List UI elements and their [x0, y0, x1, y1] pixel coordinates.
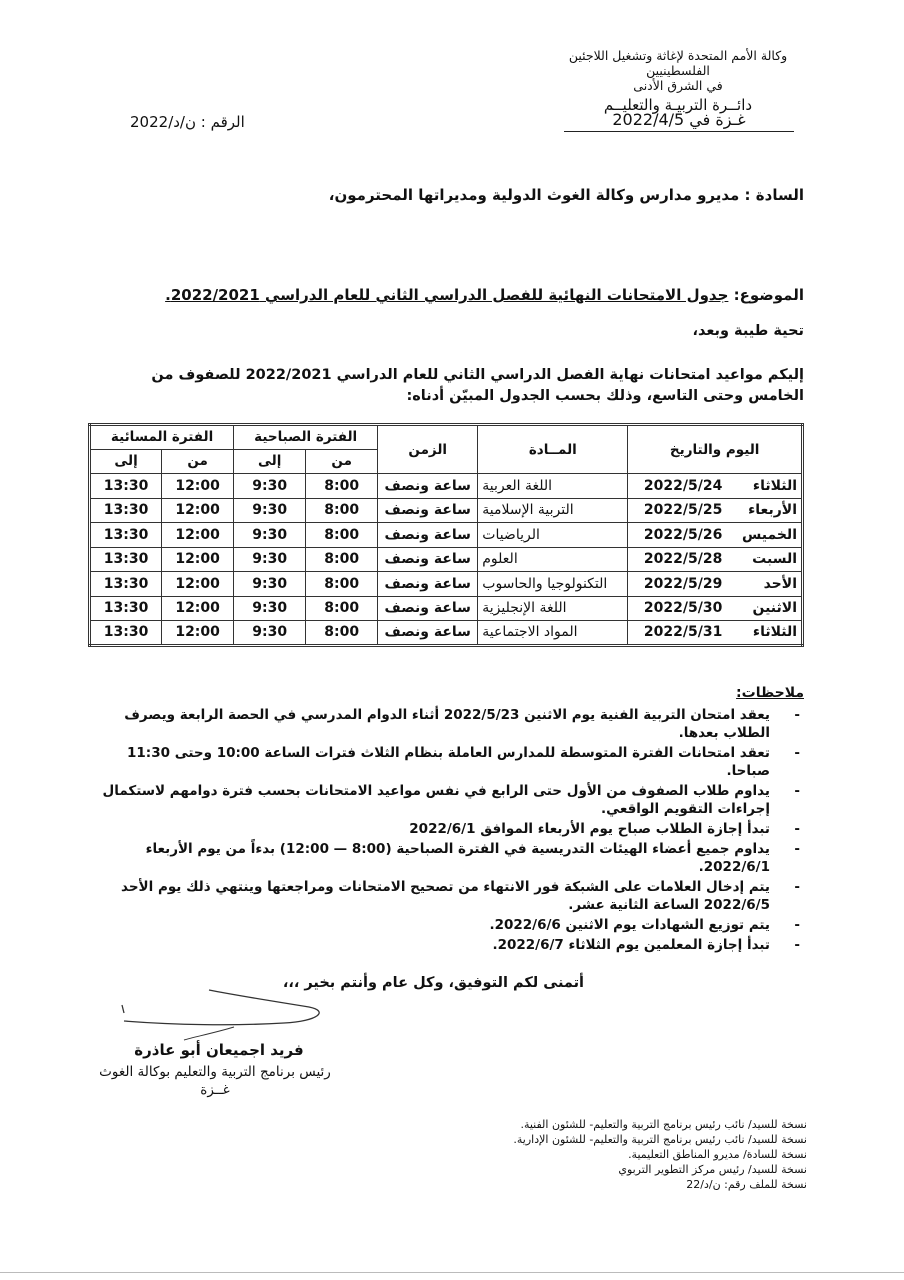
reference-number: الرقم : ن/د/2022 — [130, 113, 245, 131]
page-edge-divider — [0, 1272, 904, 1273]
header-evening-period: الفترة المسائية — [90, 425, 234, 450]
list-item: نسخة للسيد/ نائب رئيس برنامج التربية والتعليم- للشئون الفنية. — [520, 1118, 807, 1131]
table-row — [90, 498, 803, 523]
cell-morning-to: 9:30 — [234, 547, 306, 572]
cell-subject: التكنولوجيا والحاسوب — [478, 572, 628, 597]
cell-duration: ساعة ونصف — [378, 596, 478, 621]
cell-morning-from: 8:00 — [306, 474, 378, 499]
cell-day: الثلاثاء — [738, 474, 803, 499]
cell-duration: ساعة ونصف — [378, 621, 478, 646]
list-item: - يداوم طلاب الصفوف من الأول حتى الرابع في نفس مواعيد الامتحانات بحسب فترة دوامهم لاستكمال إجراءات التقويم الواقعي. — [88, 782, 804, 818]
intro-paragraph: إليكم مواعيد امتحانات نهاية الفصل الدراسي الثاني للعام الدراسي 2022/2021 للصفوف من الخامس وحتى التاسع، وذلك بحسب الجدول المبيّن أدناه: — [151, 367, 804, 404]
cell-day: السبت — [738, 547, 803, 572]
signatory-name: فريد اجميعان أبو عاذرة — [134, 1041, 304, 1059]
signatory-title — [84, 1063, 346, 1099]
list-item: - يتم توزيع الشهادات يوم الاثنين 2022/6/6. — [88, 916, 804, 934]
exam-schedule-table — [88, 423, 804, 647]
cell-subject: العلوم — [478, 547, 628, 572]
cell-subject: اللغة العربية — [478, 474, 628, 499]
cell-date: 2022/5/31 — [628, 621, 738, 646]
list-item: - تبدأ إجازة الطلاب صباح يوم الأربعاء الموافق 2022/6/1 — [88, 820, 804, 838]
cell-day: الخميس — [738, 523, 803, 548]
cell-morning-to: 9:30 — [234, 474, 306, 499]
table-row — [90, 474, 803, 499]
cell-duration: ساعة ونصف — [378, 572, 478, 597]
cell-day: الاثنين — [738, 596, 803, 621]
cell-day: الأربعاء — [738, 498, 803, 523]
subject-label: الموضوع: — [728, 286, 804, 304]
cell-date: 2022/5/30 — [628, 596, 738, 621]
cell-evening-from: 12:00 — [162, 474, 234, 499]
cell-morning-from: 8:00 — [306, 547, 378, 572]
cell-duration: ساعة ونصف — [378, 547, 478, 572]
list-item: نسخة للسيد/ رئيس مركز التطوير التربوي — [618, 1163, 807, 1176]
cell-evening-from: 12:00 — [162, 523, 234, 548]
subject-line — [165, 286, 804, 304]
signature-mark — [114, 985, 344, 1045]
cell-morning-to: 9:30 — [234, 621, 306, 646]
cell-morning-to: 9:30 — [234, 498, 306, 523]
table-row — [90, 572, 803, 597]
list-item: - يعقد امتحان التربية الفنية يوم الاثنين 2022/5/23 أثناء الدوام المدرسي في الحصة الرابعة ويصرف الطلاب بعدها. — [88, 706, 804, 742]
header-morning-to: إلى — [234, 449, 306, 474]
cell-morning-from: 8:00 — [306, 596, 378, 621]
cell-morning-from: 8:00 — [306, 621, 378, 646]
cell-duration: ساعة ونصف — [378, 474, 478, 499]
table-row — [90, 523, 803, 548]
cell-evening-from: 12:00 — [162, 596, 234, 621]
place-and-date: غـزة في 2022/4/5 — [564, 110, 794, 132]
cell-subject: المواد الاجتماعية — [478, 621, 628, 646]
header-evening-from: من — [162, 449, 234, 474]
cell-duration: ساعة ونصف — [378, 523, 478, 548]
cell-duration: ساعة ونصف — [378, 498, 478, 523]
table-row — [90, 547, 803, 572]
header-morning-period: الفترة الصباحية — [234, 425, 378, 450]
cell-date: 2022/5/24 — [628, 474, 738, 499]
subject-text: جدول الامتحانات النهائية للفصل الدراسي الثاني للعام الدراسي 2022/2021. — [165, 286, 729, 304]
cell-morning-to: 9:30 — [234, 596, 306, 621]
cell-evening-to: 13:30 — [90, 572, 162, 597]
header-evening-to: إلى — [90, 449, 162, 474]
addressee: السادة : مديرو مدارس وكالة الغوث الدولية ومديراتها المحترمون، — [328, 186, 804, 204]
cell-evening-to: 13:30 — [90, 474, 162, 499]
list-item: - تبدأ إجازة المعلمين يوم الثلاثاء 2022/6/7. — [88, 936, 804, 954]
cell-date: 2022/5/28 — [628, 547, 738, 572]
cell-evening-to: 13:30 — [90, 596, 162, 621]
cell-evening-to: 13:30 — [90, 523, 162, 548]
closing-line: أتمنى لكم التوفيق، وكل عام وأنتم بخير ،،، — [282, 975, 584, 991]
cell-day: الأحد — [738, 572, 803, 597]
letterhead — [548, 48, 808, 115]
department-name: دائــرة التربيـة والتعليــم — [603, 96, 753, 114]
list-item: نسخة للسادة/ مديرو المناطق التعليمية. — [628, 1148, 807, 1161]
greeting: تحية طيبة وبعد، — [692, 323, 804, 339]
cell-evening-from: 12:00 — [162, 498, 234, 523]
cell-subject: الرياضيات — [478, 523, 628, 548]
table-row — [90, 621, 803, 646]
cell-morning-to: 9:30 — [234, 523, 306, 548]
org-name-line2: في الشرق الأدنى — [633, 78, 723, 93]
header-morning-from: من — [306, 449, 378, 474]
cell-subject: التربية الإسلامية — [478, 498, 628, 523]
notes-title: ملاحظات: — [736, 685, 804, 701]
notes-list — [88, 706, 804, 956]
list-item: نسخة للملف رقم: ن/د/22 — [686, 1178, 807, 1191]
list-item: - تعقد امتحانات الفترة المتوسطة للمدارس العاملة بنظام الثلاث فترات الساعة 10:00 وحتى 11:30 صباحا. — [88, 744, 804, 780]
table-row — [90, 596, 803, 621]
header-duration: الزمن — [378, 425, 478, 474]
cell-morning-to: 9:30 — [234, 572, 306, 597]
org-name-line1: وكالة الأمم المتحدة لإغاثة وتشغيل اللاجئين الفلسطينيين — [568, 48, 788, 78]
list-item: - يتم إدخال العلامات على الشبكة فور الانتهاء من تصحيح الامتحانات ومراجعتها وينتهي ذلك يوم الأحد 2022/6/5 الساعة الثانية عشر. — [88, 878, 804, 914]
cell-subject: اللغة الإنجليزية — [478, 596, 628, 621]
cell-date: 2022/5/25 — [628, 498, 738, 523]
list-item: نسخة للسيد/ نائب رئيس برنامج التربية والتعليم- للشئون الإدارية. — [513, 1133, 807, 1146]
cell-morning-from: 8:00 — [306, 498, 378, 523]
copies-list — [513, 1117, 807, 1192]
cell-date: 2022/5/26 — [628, 523, 738, 548]
cell-date: 2022/5/29 — [628, 572, 738, 597]
header-subject: المــادة — [478, 425, 628, 474]
cell-evening-to: 13:30 — [90, 498, 162, 523]
cell-day: الثلاثاء — [738, 621, 803, 646]
cell-evening-from: 12:00 — [162, 621, 234, 646]
signatory-title-line2: غــزة — [200, 1082, 230, 1098]
cell-morning-from: 8:00 — [306, 523, 378, 548]
cell-evening-from: 12:00 — [162, 572, 234, 597]
cell-evening-to: 13:30 — [90, 621, 162, 646]
signatory-title-line1: رئيس برنامج التربية والتعليم بوكالة الغوث — [99, 1064, 331, 1080]
list-item: - يداوم جميع أعضاء الهيئات التدريسية في الفترة الصباحية (8:00 — 12:00) بدءاً من يوم الأربعاء 2022/6/1. — [88, 840, 804, 876]
cell-evening-to: 13:30 — [90, 547, 162, 572]
cell-evening-from: 12:00 — [162, 547, 234, 572]
cell-morning-from: 8:00 — [306, 572, 378, 597]
header-day-date: اليوم والتاريخ — [628, 425, 803, 474]
